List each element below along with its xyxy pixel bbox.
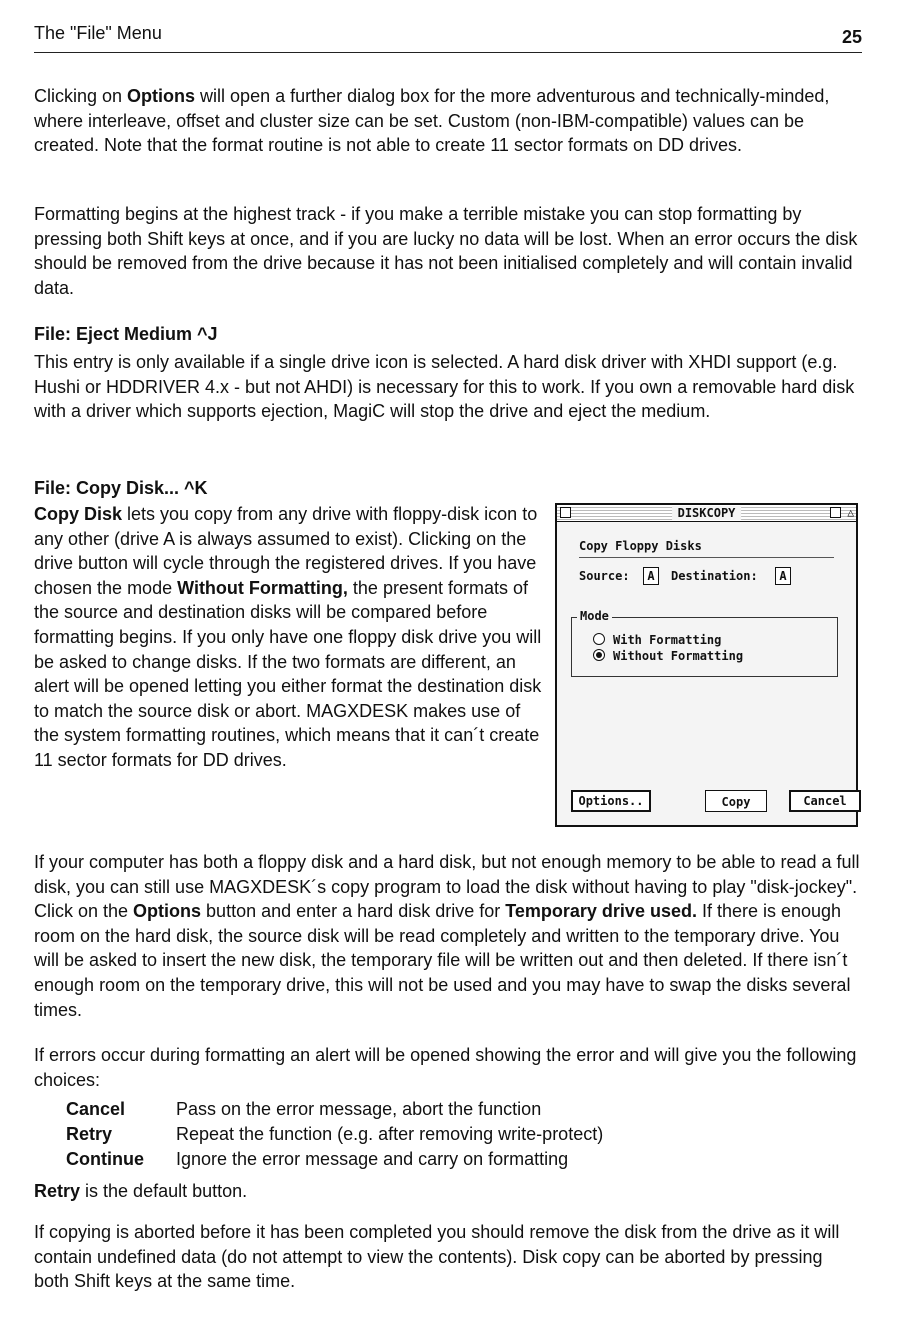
dialog-titlebar[interactable] bbox=[557, 505, 856, 522]
bold-term: Without Formatting, bbox=[177, 577, 348, 598]
choice-description: Pass on the error message, abort the function bbox=[176, 1099, 542, 1119]
copy-disk-heading: File: Copy Disk... ^K bbox=[34, 478, 208, 498]
copy-disk-paragraph bbox=[34, 502, 544, 773]
choice-description: Repeat the function (e.g. after removing write-protect) bbox=[176, 1124, 604, 1144]
text-run: is the default button. bbox=[80, 1181, 248, 1201]
without-formatting-radio[interactable] bbox=[593, 649, 605, 661]
options-button[interactable]: Options.. bbox=[571, 790, 651, 812]
choice-key: Retry bbox=[66, 1124, 113, 1144]
choice-description: Ignore the error message and carry on formatting bbox=[176, 1149, 569, 1169]
page-number: 25 bbox=[841, 27, 862, 47]
text-run: If your computer has both a floppy disk and a hard disk, but not enough memory to be able to read a full disk, you can still use MAGXDESK´s copy program to load the disk without having to play "disk-jockey". Click on the bbox=[34, 852, 860, 922]
formatting-paragraph: Formatting begins at the highest track - if you make a terrible mistake you can stop formatting by pressing both Shift keys at once, and if you are lucky no data will be lost. When an error occurs the disk should be removed from the drive because it has not been initialised completely and will contain invalid data. bbox=[34, 204, 858, 298]
eject-paragraph: This entry is only available if a single drive icon is selected. A hard disk driver with XHDI support (e.g. Hushi or HDDRIVER 4.x - but not AHDI) is necessary for this to work. If you own a removable hard disk with a driver which supports ejection, MagiC will stop the drive and eject the medium. bbox=[34, 352, 855, 422]
cancel-button[interactable]: Cancel bbox=[789, 790, 861, 812]
dialog-heading: Copy Floppy Disks bbox=[579, 539, 702, 553]
header-title: The "File" Menu bbox=[34, 23, 162, 43]
mode-label: Mode bbox=[577, 609, 612, 623]
text-run: lets you copy from any drive with floppy-disk icon to any other (drive A is always assumed to exist). Clicking on the drive button will cycle through the registered drives. If you have chosen the mode bbox=[34, 504, 538, 598]
bold-term: Options bbox=[127, 86, 196, 106]
with-formatting-radio[interactable] bbox=[593, 633, 605, 645]
list-item bbox=[66, 1097, 846, 1122]
dialog-title: DISKCOPY bbox=[672, 506, 742, 520]
text-run: button and enter a hard disk drive for bbox=[201, 901, 506, 922]
options-paragraph bbox=[34, 84, 862, 158]
text-run: If there is enough room on the hard disk, the source disk will be read completely and written to the temporary drive. You will be asked to insert the new disk, the temporary file will be written out and then deleted. If there isn´t enough room on the temporary drive, this will not be used and you may have to swap the disks several times. bbox=[34, 901, 851, 1020]
bold-term: Options bbox=[133, 901, 202, 922]
choices-list bbox=[66, 1097, 846, 1172]
text-run: will open a further dialog box for the more adventurous and technically-minded, where interleave, offset and cluster size can be set. Custom (non-IBM-compatible) values can be created. Note that the format routine is not able to create 11 sector formats on DD drives. bbox=[34, 86, 830, 156]
without-formatting-label[interactable]: Without Formatting bbox=[613, 649, 744, 663]
choice-key: Continue bbox=[66, 1149, 144, 1169]
source-drive-button[interactable]: A bbox=[643, 567, 659, 585]
destination-drive-button[interactable]: A bbox=[775, 567, 791, 585]
iconify-icon[interactable]: △ bbox=[847, 506, 854, 519]
copy-button[interactable]: Copy bbox=[705, 790, 767, 812]
mode-group bbox=[571, 617, 838, 677]
text-run: the present formats of the source and destination disks will be compared before formatting begins. If you only have one floppy disk drive you will be asked to change disks. If the two formats are different, an alert will be opened letting you either format the destination disk to match the source disk or abort. MAGXDESK makes use of the system formatting routines, which means that it can´t create 11 sector formats for DD drives. bbox=[34, 577, 542, 770]
destination-label: Destination: bbox=[671, 569, 758, 583]
errors-paragraph: If errors occur during formatting an alert will be opened showing the error and will give you the following choices: bbox=[34, 1045, 857, 1090]
floppy-paragraph bbox=[34, 850, 862, 1022]
page-header bbox=[34, 22, 862, 53]
bold-term: Temporary drive used. bbox=[505, 901, 697, 922]
diskcopy-dialog bbox=[555, 503, 858, 827]
text-run: Clicking on bbox=[34, 86, 128, 106]
with-formatting-label[interactable]: With Formatting bbox=[613, 633, 722, 647]
fuller-box-icon[interactable] bbox=[830, 507, 841, 518]
eject-heading: File: Eject Medium ^J bbox=[34, 324, 218, 344]
list-item bbox=[66, 1147, 846, 1172]
choice-key: Cancel bbox=[66, 1099, 126, 1119]
list-item bbox=[66, 1122, 846, 1147]
bold-term: Retry bbox=[34, 1181, 81, 1201]
bold-term: Copy Disk bbox=[34, 504, 123, 524]
abort-paragraph: If copying is aborted before it has been completed you should remove the disk from the drive as it will contain undefined data (do not attempt to view the contents). Disk copy can be aborted by pressing both Shift keys at the same time. bbox=[34, 1222, 840, 1292]
retry-paragraph bbox=[34, 1179, 862, 1204]
source-label: Source: bbox=[579, 569, 630, 583]
heading-divider bbox=[579, 557, 834, 558]
close-box-icon[interactable] bbox=[560, 507, 571, 518]
